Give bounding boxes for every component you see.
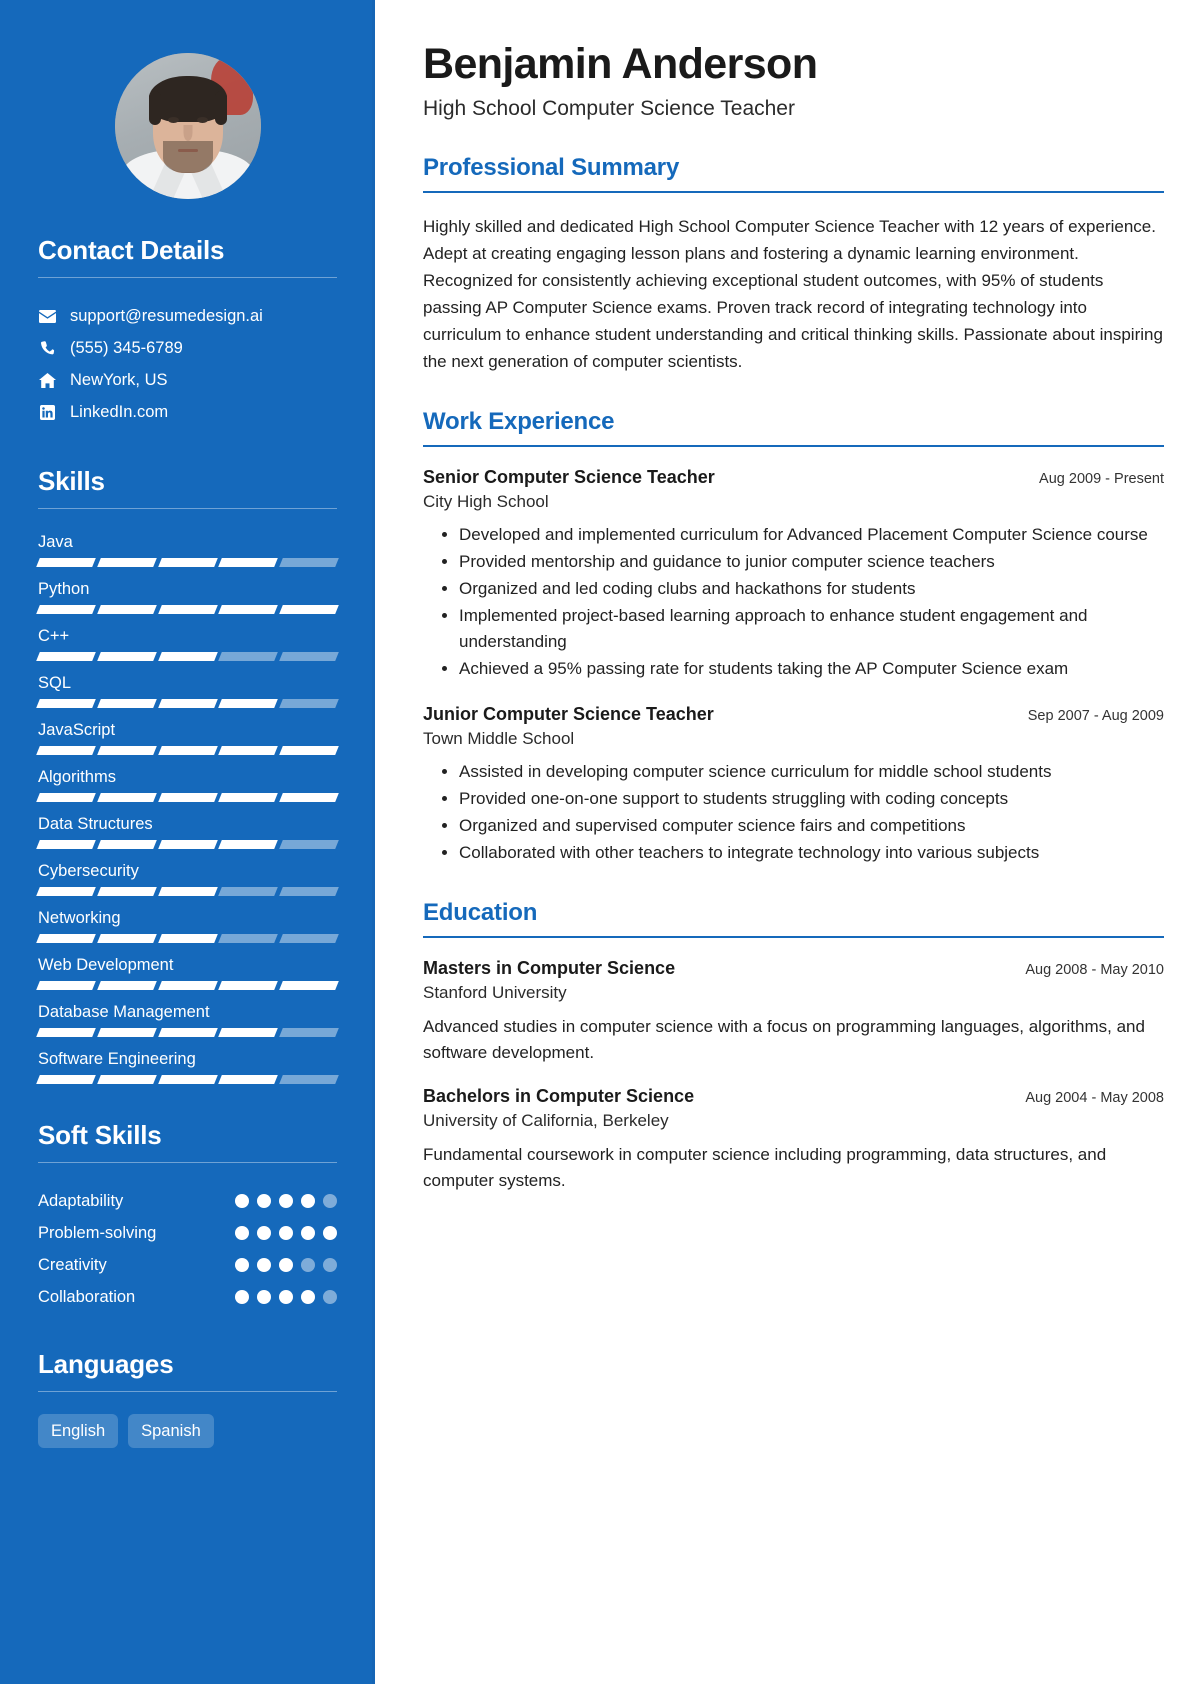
language-tag[interactable]: Spanish bbox=[128, 1414, 214, 1448]
page-title: Benjamin Anderson bbox=[423, 40, 818, 88]
skill-label: Web Development bbox=[38, 956, 174, 974]
work-entry bbox=[423, 467, 1164, 682]
skill-label: Cybersecurity bbox=[38, 862, 139, 880]
skill-level-segment bbox=[219, 1075, 278, 1084]
skill-level-segment bbox=[219, 887, 278, 896]
skill-level-segment bbox=[36, 746, 95, 755]
envelope-icon bbox=[38, 310, 57, 323]
skill-level-segment bbox=[36, 699, 95, 708]
skill-level-segment bbox=[158, 934, 217, 943]
contact-item-phone[interactable] bbox=[38, 332, 337, 364]
skill-label: Database Management bbox=[38, 1003, 210, 1021]
list-item: • Provided one-on-one support to students struggling with coding concepts bbox=[459, 786, 1164, 812]
skill-item bbox=[38, 672, 337, 708]
rating-dot bbox=[323, 1290, 337, 1304]
rating-dot bbox=[257, 1290, 271, 1304]
avatar-container bbox=[38, 0, 337, 229]
skill-level-segment bbox=[219, 981, 278, 990]
contact-list bbox=[38, 300, 337, 428]
skill-level-segment bbox=[97, 652, 156, 661]
skill-level-segment bbox=[279, 699, 338, 708]
home-icon bbox=[38, 373, 57, 388]
skill-level-segment bbox=[158, 746, 217, 755]
education-entry-degree: Bachelors in Computer Science bbox=[423, 1086, 695, 1107]
skill-level-segment bbox=[219, 746, 278, 755]
rating-dot bbox=[279, 1290, 293, 1304]
rating-dot bbox=[235, 1226, 249, 1240]
skill-label: Software Engineering bbox=[38, 1050, 196, 1068]
education-entry bbox=[423, 1086, 1164, 1194]
rating-dot bbox=[301, 1194, 315, 1208]
skill-level-segment bbox=[97, 746, 156, 755]
soft-skill-rating bbox=[235, 1258, 337, 1272]
soft-skill-row bbox=[38, 1249, 337, 1281]
rating-dot bbox=[279, 1226, 293, 1240]
language-tag[interactable]: English bbox=[38, 1414, 118, 1448]
skill-level-segment bbox=[158, 652, 217, 661]
skill-level-bar bbox=[38, 840, 337, 849]
skill-level-segment bbox=[36, 887, 95, 896]
main-content bbox=[375, 0, 1200, 1684]
list-item: • Collaborated with other teachers to integrate technology into various subjects bbox=[459, 840, 1164, 866]
skill-level-bar bbox=[38, 981, 337, 990]
soft-skill-rating bbox=[235, 1194, 337, 1208]
skill-level-bar bbox=[38, 746, 337, 755]
soft-skill-label: Creativity bbox=[38, 1256, 107, 1274]
skill-level-segment bbox=[219, 1028, 278, 1037]
skill-level-segment bbox=[97, 793, 156, 802]
work-entry-organization: Town Middle School bbox=[423, 729, 575, 749]
skill-level-segment bbox=[279, 981, 338, 990]
skill-level-segment bbox=[219, 934, 278, 943]
work-entry-header bbox=[423, 467, 1164, 488]
soft-skill-row bbox=[38, 1281, 337, 1313]
list-item: • Assisted in developing computer science curriculum for middle school students bbox=[459, 759, 1164, 785]
skill-level-segment bbox=[158, 981, 217, 990]
contact-item-linkedin[interactable] bbox=[38, 396, 337, 428]
contact-value-phone: (555) 345-6789 bbox=[70, 339, 183, 357]
skill-level-bar bbox=[38, 934, 337, 943]
skill-level-segment bbox=[36, 558, 95, 567]
education-entry-header bbox=[423, 1086, 1164, 1107]
work-divider bbox=[423, 445, 1164, 447]
skill-level-segment bbox=[97, 887, 156, 896]
contact-value-email: support@resumedesign.ai bbox=[70, 307, 263, 325]
skill-level-bar bbox=[38, 699, 337, 708]
rating-dot bbox=[323, 1258, 337, 1272]
soft-skill-rating bbox=[235, 1290, 337, 1304]
rating-dot bbox=[257, 1194, 271, 1208]
education-entry-date: Aug 2008 - May 2010 bbox=[1025, 962, 1164, 979]
skill-item bbox=[38, 907, 337, 943]
skill-level-bar bbox=[38, 1075, 337, 1084]
skill-item bbox=[38, 531, 337, 567]
work-entry-date: Sep 2007 - Aug 2009 bbox=[1027, 708, 1164, 725]
summary-text: Highly skilled and dedicated High School Computer Science Teacher with 12 years of experience. Adept at creating engaging lesson plans and fostering a dynamic learning environment. Recognized for consistently achieving exceptional student outcomes, with 95% of students passing AP Computer Science exams. Proven track record of integrating technology into curriculum to enhance student understanding and critical thinking skills. Passionate about inspiring the next generation of computer scientists. bbox=[423, 217, 1163, 372]
skill-level-segment bbox=[97, 981, 156, 990]
summary-heading: Professional Summary bbox=[423, 154, 680, 182]
summary-divider bbox=[423, 191, 1164, 193]
education-entry-school: University of California, Berkeley bbox=[423, 1111, 669, 1131]
work-entry-organization: City High School bbox=[423, 492, 549, 512]
rating-dot bbox=[235, 1258, 249, 1272]
skill-item bbox=[38, 1001, 337, 1037]
education-entry-date: Aug 2004 - May 2008 bbox=[1025, 1090, 1164, 1107]
skill-level-bar bbox=[38, 558, 337, 567]
soft-skill-row bbox=[38, 1217, 337, 1249]
contact-section bbox=[38, 235, 337, 428]
list-item: • Achieved a 95% passing rate for students taking the AP Computer Science exam bbox=[459, 656, 1164, 682]
skill-level-segment bbox=[158, 699, 217, 708]
skill-label: Networking bbox=[38, 909, 121, 927]
languages-heading: Languages bbox=[38, 1349, 174, 1379]
skill-level-segment bbox=[97, 558, 156, 567]
skill-item bbox=[38, 625, 337, 661]
languages-divider bbox=[38, 1391, 337, 1392]
phone-icon bbox=[38, 340, 57, 356]
work-entry-title: Junior Computer Science Teacher bbox=[423, 704, 714, 725]
contact-item-location[interactable] bbox=[38, 364, 337, 396]
rating-dot bbox=[235, 1290, 249, 1304]
education-entry-degree: Masters in Computer Science bbox=[423, 958, 676, 979]
skill-label: Data Structures bbox=[38, 815, 153, 833]
work-entry bbox=[423, 704, 1164, 866]
skill-level-segment bbox=[279, 605, 338, 614]
skill-label: Python bbox=[38, 580, 90, 598]
skill-label: Algorithms bbox=[38, 768, 116, 786]
skill-item bbox=[38, 1048, 337, 1084]
skill-level-bar bbox=[38, 605, 337, 614]
skill-level-bar bbox=[38, 793, 337, 802]
skill-level-segment bbox=[219, 699, 278, 708]
skills-divider bbox=[38, 508, 337, 509]
work-list bbox=[423, 467, 1164, 866]
soft-skill-rating bbox=[235, 1226, 337, 1240]
skill-level-segment bbox=[36, 652, 95, 661]
skill-level-bar bbox=[38, 1028, 337, 1037]
soft-skill-label: Problem-solving bbox=[38, 1224, 157, 1242]
skill-level-segment bbox=[279, 840, 338, 849]
skill-level-bar bbox=[38, 887, 337, 896]
skills-list bbox=[38, 531, 337, 1084]
education-section bbox=[423, 899, 1164, 1194]
rating-dot bbox=[323, 1226, 337, 1240]
rating-dot bbox=[301, 1226, 315, 1240]
work-section bbox=[423, 408, 1164, 866]
rating-dot bbox=[301, 1290, 315, 1304]
skill-level-segment bbox=[36, 1075, 95, 1084]
contact-divider bbox=[38, 277, 337, 278]
skill-level-bar bbox=[38, 652, 337, 661]
soft-skill-row bbox=[38, 1185, 337, 1217]
rating-dot bbox=[323, 1194, 337, 1208]
work-entry-bullets bbox=[445, 522, 1164, 682]
skill-level-segment bbox=[158, 793, 217, 802]
linkedin-icon bbox=[38, 405, 57, 420]
contact-heading: Contact Details bbox=[38, 235, 225, 265]
skill-label: C++ bbox=[38, 627, 70, 645]
rating-dot bbox=[257, 1226, 271, 1240]
rating-dot bbox=[235, 1194, 249, 1208]
skills-section bbox=[38, 466, 337, 1084]
soft-skills-divider bbox=[38, 1162, 337, 1163]
skill-label: Java bbox=[38, 533, 73, 551]
skill-level-segment bbox=[279, 558, 338, 567]
work-entry-title: Senior Computer Science Teacher bbox=[423, 467, 715, 488]
skill-level-segment bbox=[158, 1028, 217, 1037]
languages-section bbox=[38, 1349, 337, 1448]
education-entry-description: Fundamental coursework in computer science including programming, data structures, and computer systems. bbox=[423, 1145, 1107, 1191]
skill-level-segment bbox=[279, 1075, 338, 1084]
avatar bbox=[115, 53, 261, 199]
skills-heading: Skills bbox=[38, 466, 105, 496]
skill-label: SQL bbox=[38, 674, 72, 692]
skill-level-segment bbox=[279, 652, 338, 661]
job-role: High School Computer Science Teacher bbox=[423, 97, 795, 121]
rating-dot bbox=[301, 1258, 315, 1272]
list-item: • Organized and led coding clubs and hackathons for students bbox=[459, 576, 1164, 602]
skill-level-segment bbox=[219, 558, 278, 567]
contact-item-email[interactable] bbox=[38, 300, 337, 332]
soft-skills-heading: Soft Skills bbox=[38, 1120, 162, 1150]
education-divider bbox=[423, 936, 1164, 938]
list-item: • Provided mentorship and guidance to junior computer science teachers bbox=[459, 549, 1164, 575]
skill-item bbox=[38, 719, 337, 755]
list-item: • Implemented project-based learning approach to enhance student engagement and understanding bbox=[459, 603, 1164, 655]
skill-item bbox=[38, 766, 337, 802]
education-entry-description: Advanced studies in computer science with a focus on programming languages, algorithms, and software development. bbox=[423, 1017, 1145, 1063]
summary-section bbox=[423, 154, 1164, 375]
list-item: • Organized and supervised computer science fairs and competitions bbox=[459, 813, 1164, 839]
skill-level-segment bbox=[97, 1075, 156, 1084]
soft-skill-label: Collaboration bbox=[38, 1288, 136, 1306]
soft-skills-list bbox=[38, 1185, 337, 1313]
skill-level-segment bbox=[219, 605, 278, 614]
skill-level-segment bbox=[97, 1028, 156, 1037]
education-entry bbox=[423, 958, 1164, 1066]
work-entry-date: Aug 2009 - Present bbox=[1039, 471, 1164, 488]
soft-skills-section bbox=[38, 1120, 337, 1313]
work-heading: Work Experience bbox=[423, 408, 615, 436]
skill-level-segment bbox=[36, 934, 95, 943]
skill-level-segment bbox=[97, 934, 156, 943]
skill-level-segment bbox=[158, 1075, 217, 1084]
education-entry-header bbox=[423, 958, 1164, 979]
skill-level-segment bbox=[279, 1028, 338, 1037]
education-list bbox=[423, 958, 1164, 1194]
skill-level-segment bbox=[158, 840, 217, 849]
skill-level-segment bbox=[97, 840, 156, 849]
rating-dot bbox=[279, 1194, 293, 1208]
rating-dot bbox=[257, 1258, 271, 1272]
skill-level-segment bbox=[219, 652, 278, 661]
skill-level-segment bbox=[36, 793, 95, 802]
list-item: • Developed and implemented curriculum for Advanced Placement Computer Science course bbox=[459, 522, 1164, 548]
contact-value-linkedin: LinkedIn.com bbox=[70, 403, 169, 421]
skill-level-segment bbox=[36, 981, 95, 990]
work-entry-header bbox=[423, 704, 1164, 725]
skill-item bbox=[38, 860, 337, 896]
skill-item bbox=[38, 954, 337, 990]
skill-level-segment bbox=[97, 699, 156, 708]
skill-level-segment bbox=[219, 793, 278, 802]
soft-skill-label: Adaptability bbox=[38, 1192, 124, 1210]
skill-level-segment bbox=[36, 840, 95, 849]
rating-dot bbox=[279, 1258, 293, 1272]
skill-level-segment bbox=[219, 840, 278, 849]
skill-level-segment bbox=[279, 887, 338, 896]
skill-level-segment bbox=[279, 793, 338, 802]
sidebar bbox=[0, 0, 375, 1684]
skill-level-segment bbox=[279, 934, 338, 943]
skill-level-segment bbox=[36, 1028, 95, 1037]
work-entry-bullets bbox=[445, 759, 1164, 866]
skill-level-segment bbox=[97, 605, 156, 614]
skill-item bbox=[38, 578, 337, 614]
skill-level-segment bbox=[158, 558, 217, 567]
contact-value-location: NewYork, US bbox=[70, 371, 168, 389]
skill-label: JavaScript bbox=[38, 721, 116, 739]
education-heading: Education bbox=[423, 899, 538, 927]
skill-level-segment bbox=[158, 605, 217, 614]
languages-list bbox=[38, 1414, 337, 1448]
skill-level-segment bbox=[279, 746, 338, 755]
education-entry-school: Stanford University bbox=[423, 983, 567, 1003]
skill-item bbox=[38, 813, 337, 849]
skill-level-segment bbox=[158, 887, 217, 896]
skill-level-segment bbox=[36, 605, 95, 614]
